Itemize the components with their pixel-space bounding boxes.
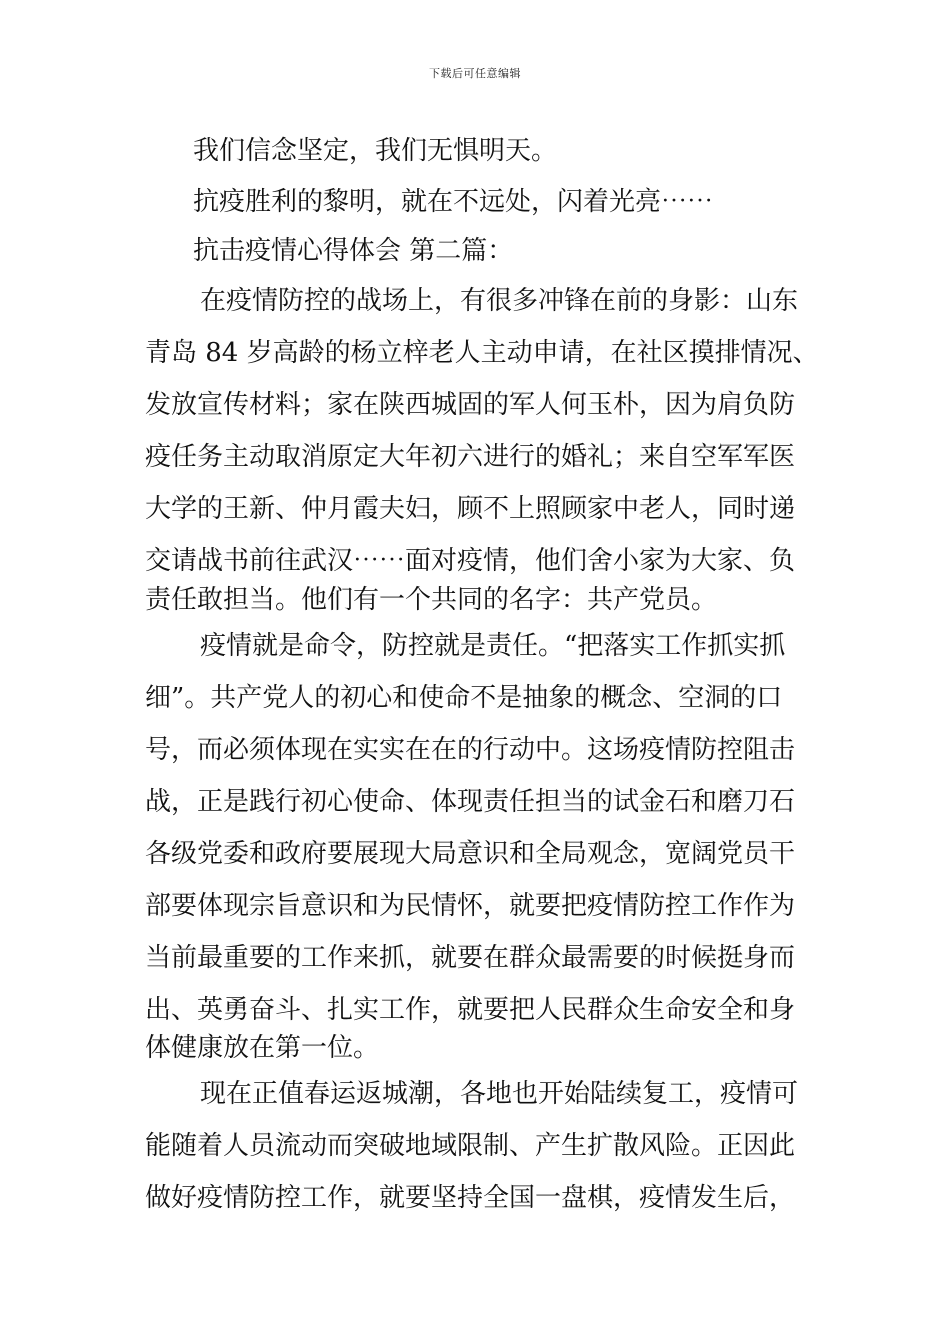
paragraph-line: 出、英勇奋斗、扎实工作，就要把人民群众生命安全和身	[145, 995, 796, 1025]
paragraph-line: 疫情就是命令，防控就是责任。“把落实工作抓实抓	[200, 631, 786, 661]
paragraph-line: 现在正值春运返城潮，各地也开始陆续复工，疫情可	[200, 1079, 799, 1109]
paragraph-line: 大学的王新、仲月霞夫妇，顾不上照顾家中老人，同时递	[145, 494, 796, 524]
paragraph-line: 各级党委和政府要展现大局意识和全局观念，宽阔党员干	[145, 839, 796, 869]
paragraph-line: 号，而必须体现在实实在在的行动中。这场疫情防控阻击	[145, 735, 796, 765]
paragraph-line: 在疫情防控的战场上，有很多冲锋在前的身影：山东	[200, 286, 799, 316]
paragraph-line: 体健康放在第一位。	[145, 1033, 380, 1063]
header-note: 下载后可任意编辑	[429, 67, 521, 80]
text-line: 我们信念坚定，我们无惧明天。	[193, 136, 558, 166]
paragraph-line: 青岛 84 岁高龄的杨立梓老人主动申请，在社区摸排情况、	[145, 338, 819, 368]
paragraph-line: 战，正是践行初心使命、体现责任担当的试金石和磨刀石	[145, 787, 796, 817]
paragraph-line: 当前最重要的工作来抓，就要在群众最需要的时候挺身而	[145, 943, 796, 973]
paragraph-line: 责任敢担当。他们有一个共同的名字：共产党员。	[145, 585, 718, 615]
paragraph-line: 疫任务主动取消原定大年初六进行的婚礼；来自空军军医	[145, 442, 796, 472]
section-heading: 抗击疫情心得体会 第二篇：	[193, 236, 514, 266]
text-line: 抗疫胜利的黎明，就在不远处，闪着光亮⋯⋯	[193, 187, 714, 217]
paragraph-line: 细”。共产党人的初心和使命不是抽象的概念、空洞的口	[145, 683, 783, 713]
paragraph-line: 能随着人员流动而突破地域限制、产生扩散风险。正因此	[145, 1131, 796, 1161]
paragraph-line: 部要体现宗旨意识和为民情怀，就要把疫情防控工作作为	[145, 891, 796, 921]
paragraph-line: 发放宣传材料；家在陕西城固的军人何玉朴，因为肩负防	[145, 390, 796, 420]
paragraph-line: 做好疫情防控工作，就要坚持全国一盘棋，疫情发生后，	[145, 1183, 796, 1213]
paragraph-line: 交请战书前往武汉⋯⋯面对疫情，他们舍小家为大家、负	[145, 546, 796, 576]
